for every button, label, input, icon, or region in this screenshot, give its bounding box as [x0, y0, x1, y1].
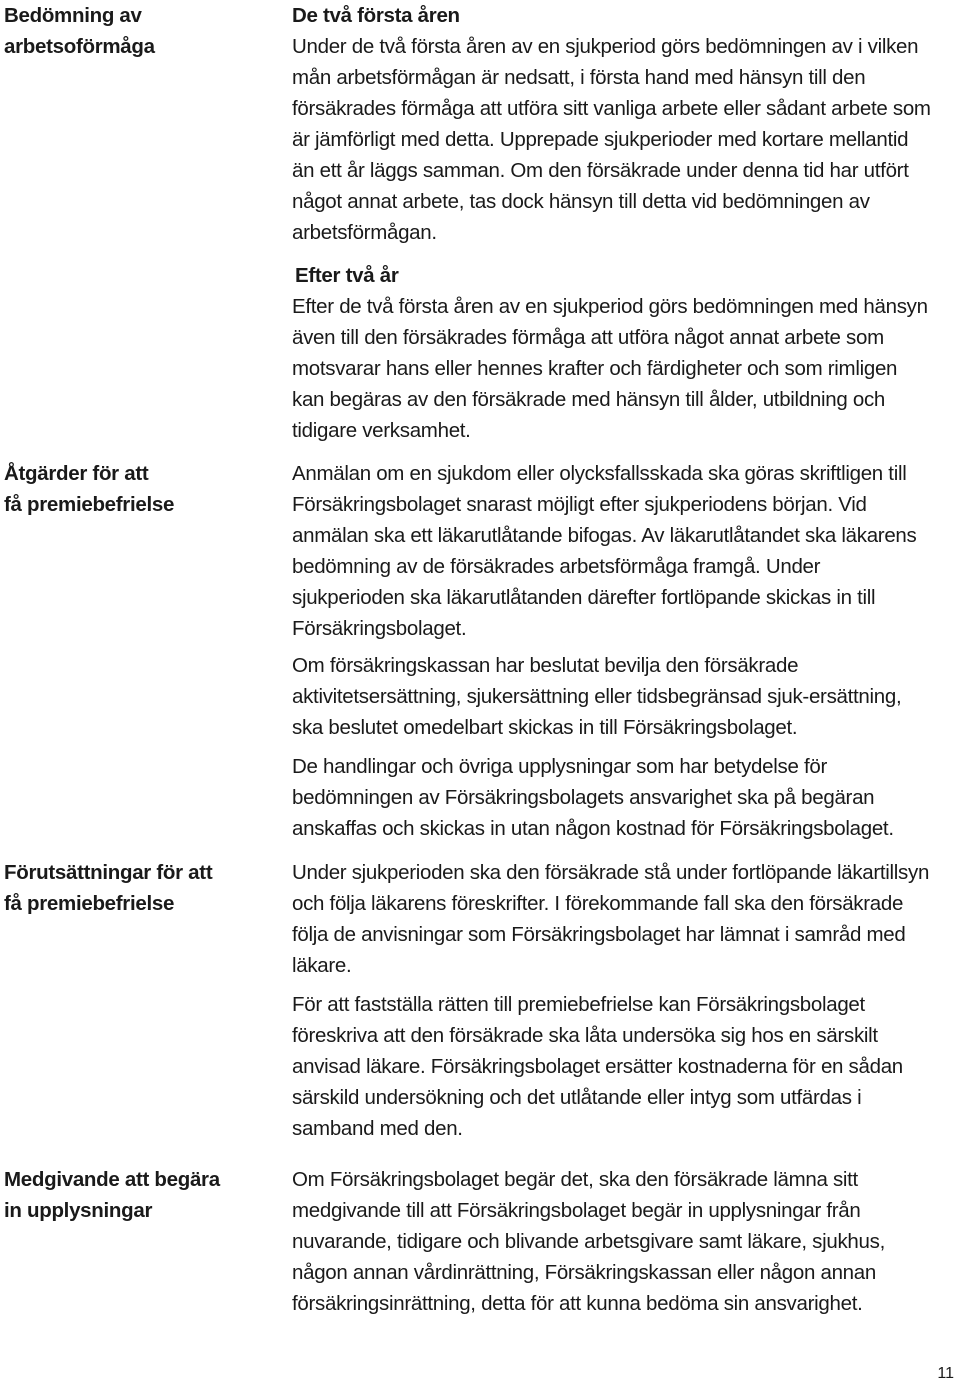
side-heading-atgarder: Åtgärder för att få premiebefrielse — [4, 462, 175, 516]
section-forutsattningar-body-2 — [292, 989, 932, 1144]
section-efter-tva-ar-body — [292, 260, 932, 446]
paragraph-efter-tva-ar: Efter de två första åren av en sjukperiod görs bedömningen med hänsyn även till den försäkrades förmåga att utföra något annat arbete som motsvarar hans eller hennes krafter och färdigheter och som rimligen kan begäras av den försäkrade med hänsyn till ålder, utbildning och tidigare verksamhet. — [292, 295, 928, 442]
paragraph-handlingar: De handlingar och övriga upplysningar som har betydelse för bedömningen av Försäkringsbolagets ansvarighet ska på begäran anskaffas och skickas in utan någon kostnad för Försäkringsbolaget. — [292, 755, 894, 840]
side-heading-medgivande: Medgivande att begära in upplysningar — [4, 1168, 220, 1222]
paragraph-de-tva-forsta-aren: Under de två första åren av en sjukperiod görs bedömningen av i vilken mån arbetsförmågan är nedsatt, i första hand med hänsyn till den försäkrades förmåga att utföra sitt vanliga arbete eller sådant arbete som är jämförligt med detta. Upprepade sjukperioder med kortare mellantid än ett år läggs samman. Om den försäkrade under denna tid har utfört något annat arbete, tas dock hänsyn till detta vid bedömningen av arbetsförmågan. — [292, 35, 931, 244]
sub-heading-de-tva-forsta-aren: De två första åren — [292, 4, 460, 27]
section-bedomning-body — [292, 0, 932, 248]
page-number: 11 — [937, 1365, 954, 1382]
side-heading-bedomning: Bedömning av arbetsoförmåga — [4, 4, 155, 58]
sub-heading-efter-tva-ar: Efter två år — [295, 264, 399, 287]
section-medgivande-body — [292, 1164, 932, 1319]
paragraph-lakartillsyn: Under sjukperioden ska den försäkrade stå under fortlöpande läkartillsyn och följa läkarens föreskrifter. I förekommande fall ska den försäkrade följa de anvisningar som Försäkringsbolaget har lämnat i samråd med läkare. — [292, 861, 930, 977]
paragraph-forsakringskassan: Om försäkringskassan har beslutat bevilja den försäkrade aktivitetsersättning, sjukersättning eller tidsbegränsad sjuk-ersättning, ska beslutet omedelbart skickas in till Försäkringsbolaget. — [292, 654, 902, 739]
section-atgarder-body-2 — [292, 650, 932, 743]
paragraph-anmalan: Anmälan om en sjukdom eller olycksfallsskada ska göras skriftligen till Försäkringsbolaget snarast möjligt efter sjukperiodens början. Vid anmälan ska ett läkarutlåtande bifogas. Av läkarutlåtandet ska läkarens bedömning av de försäkrades arbetsförmåga framgå. Under sjukperioden ska läkarutlåtanden därefter fortlöpande skickas in till Försäkringsbolaget. — [292, 462, 917, 640]
paragraph-medgivande: Om Försäkringsbolaget begär det, ska den försäkrade lämna sitt medgivande till att Försäkringsbolaget begär in upplysningar från nuvarande, tidigare och blivande arbetsgivare samt läkare, sjukhus, någon annan vårdinrättning, Försäkringskassan eller någon annan försäkringsinrättning, detta för att kunna bedöma sin ansvarighet. — [292, 1168, 885, 1315]
side-heading-forutsattningar: Förutsättningar för att få premiebefrielse — [4, 861, 213, 915]
paragraph-undersokning: För att fastställa rätten till premiebefrielse kan Försäkringsbolaget föreskriva att den försäkrade ska låta undersöka sig hos en särskilt anvisad läkare. Försäkringsbolaget ersätter kostnaderna för en sådan särskild undersökning och det utlåtande eller intyg som utfärdas i samband med den. — [292, 993, 903, 1140]
section-atgarder-body-3 — [292, 751, 932, 844]
section-atgarder-body — [292, 458, 932, 644]
section-forutsattningar-body — [292, 857, 932, 981]
